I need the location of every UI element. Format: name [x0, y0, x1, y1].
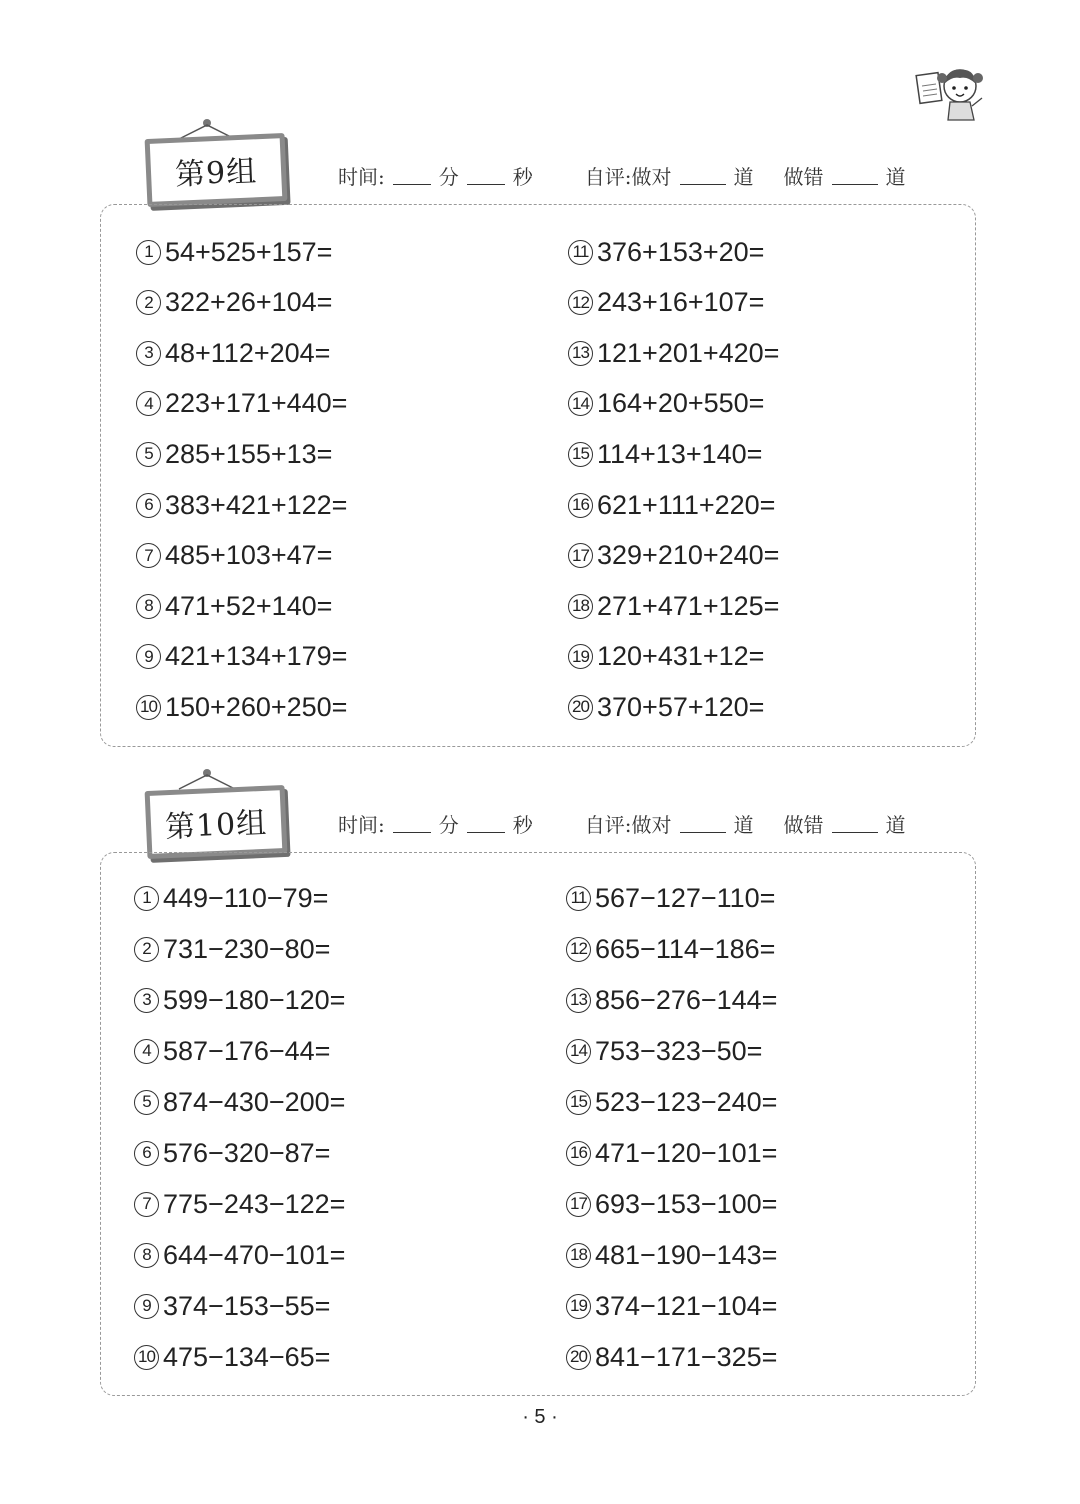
problem-expression: 54+525+157= [165, 236, 333, 267]
problem-number: 4 [134, 1039, 159, 1064]
wrong-count-blank[interactable] [832, 814, 878, 833]
self-eval-label: 自评:做对 [584, 812, 672, 837]
problem-number: 11 [568, 240, 593, 265]
problem-expression: 329+210+240= [597, 540, 780, 571]
problem-item [134, 1286, 330, 1326]
problem-expression: 383+421+122= [165, 489, 348, 520]
problem-expression: 285+155+13= [165, 438, 333, 469]
problem-number: 2 [136, 290, 161, 315]
minute-label: 分 [438, 164, 459, 189]
problem-number: 2 [134, 937, 159, 962]
problem-number: 19 [566, 1294, 591, 1319]
problem-number: 14 [566, 1039, 591, 1064]
problem-item [134, 1184, 345, 1224]
problem-item [134, 1031, 330, 1071]
problem-expression: 567−127−110= [595, 882, 776, 913]
problem-item [568, 333, 779, 373]
problem-expression: 576−320−87= [163, 1137, 331, 1168]
problem-expression: 48+112+204= [165, 337, 331, 368]
problem-item [568, 687, 764, 727]
problem-number: 12 [566, 937, 591, 962]
problem-expression: 775−243−122= [163, 1188, 346, 1219]
problem-number: 8 [134, 1243, 159, 1268]
timing-header [338, 808, 940, 838]
problem-expression: 599−180−120= [163, 984, 346, 1015]
problem-number: 14 [568, 391, 593, 416]
problem-number: 3 [136, 341, 161, 366]
problem-number: 15 [566, 1090, 591, 1115]
problem-number: 12 [568, 290, 593, 315]
problem-item [136, 434, 332, 474]
wrong-label: 做错 [783, 164, 824, 189]
minute-label: 分 [438, 812, 459, 837]
problem-item [136, 333, 330, 373]
problem-number: 16 [566, 1141, 591, 1166]
minutes-blank[interactable] [393, 814, 431, 833]
problem-expression: 523−123−240= [595, 1086, 778, 1117]
problem-item [566, 1082, 777, 1122]
seconds-blank[interactable] [467, 814, 505, 833]
problem-expression: 481−190−143= [595, 1239, 778, 1270]
problem-expression: 693−153−100= [595, 1188, 778, 1219]
problem-item [566, 929, 775, 969]
problem-item [136, 637, 347, 677]
problem-number: 5 [136, 442, 161, 467]
problem-item [566, 1031, 762, 1071]
problem-item [566, 1337, 777, 1377]
problem-number: 7 [136, 543, 161, 568]
problem-number: 18 [566, 1243, 591, 1268]
problem-number: 3 [134, 988, 159, 1013]
problem-item [568, 536, 779, 576]
unit-label: 道 [733, 812, 754, 837]
problem-expression: 471+52+140= [165, 590, 333, 621]
problem-expression: 271+471+125= [597, 590, 780, 621]
problem-item [134, 1133, 330, 1173]
unit-label: 道 [885, 812, 906, 837]
problem-number: 7 [134, 1192, 159, 1217]
problem-number: 13 [568, 341, 593, 366]
problem-item [568, 283, 764, 323]
problem-item [136, 586, 332, 626]
problem-expression: 421+134+179= [165, 641, 348, 672]
seconds-blank[interactable] [467, 166, 505, 185]
problem-expression: 644−470−101= [163, 1239, 346, 1270]
problem-item [568, 485, 775, 525]
problem-item [134, 1082, 345, 1122]
problem-item [134, 929, 330, 969]
problem-number: 9 [134, 1294, 159, 1319]
problem-number: 13 [566, 988, 591, 1013]
problem-expression: 243+16+107= [597, 287, 765, 318]
problem-expression: 621+111+220= [597, 489, 776, 520]
problem-expression: 150+260+250= [165, 691, 348, 722]
problem-number: 11 [566, 886, 591, 911]
problem-item [566, 1184, 777, 1224]
problem-item [134, 878, 328, 918]
problem-item [566, 980, 777, 1020]
problem-expression: 370+57+120= [597, 691, 765, 722]
problem-expression: 665−114−186= [595, 933, 776, 964]
problem-expression: 164+20+550= [597, 388, 765, 419]
problem-expression: 374−153−55= [163, 1290, 331, 1321]
problem-expression: 114+13+140= [597, 438, 763, 469]
problem-expression: 374−121−104= [595, 1290, 778, 1321]
problem-number: 19 [568, 644, 593, 669]
problem-item [134, 980, 345, 1020]
problem-expression: 471−120−101= [595, 1137, 778, 1168]
problem-expression: 449−110−79= [163, 882, 329, 913]
problem-item [136, 384, 347, 424]
second-label: 秒 [512, 812, 533, 837]
problem-expression: 485+103+47= [165, 540, 333, 571]
problem-item [136, 232, 332, 272]
problem-item [566, 1133, 777, 1173]
time-label: 时间: [338, 812, 385, 837]
problem-item [568, 586, 779, 626]
problem-item [134, 1235, 345, 1275]
problem-item [568, 637, 764, 677]
second-label: 秒 [512, 164, 533, 189]
problem-expression: 874−430−200= [163, 1086, 346, 1117]
problem-expression: 322+26+104= [165, 287, 333, 318]
problem-expression: 121+201+420= [597, 337, 780, 368]
group-title-plaque [145, 133, 288, 207]
minutes-blank[interactable] [393, 166, 431, 185]
problem-number: 9 [136, 644, 161, 669]
group-title-plaque [145, 785, 288, 859]
problem-number: 4 [136, 391, 161, 416]
problem-item [568, 232, 764, 272]
girl-mascot-icon [912, 62, 996, 126]
problem-item [136, 485, 347, 525]
problem-item [568, 434, 762, 474]
problem-number: 15 [568, 442, 593, 467]
correct-count-blank[interactable] [680, 166, 726, 185]
problem-number: 6 [134, 1141, 159, 1166]
problem-number: 6 [136, 493, 161, 518]
problem-item [566, 1286, 777, 1326]
page-number: · 5 · [522, 1406, 558, 1428]
problem-number: 10 [134, 1345, 159, 1370]
problem-number: 17 [568, 543, 593, 568]
problem-expression: 587−176−44= [163, 1035, 331, 1066]
problem-expression: 223+171+440= [165, 388, 348, 419]
self-eval-label: 自评:做对 [584, 164, 672, 189]
problem-item [134, 1337, 330, 1377]
problem-expression: 120+431+12= [597, 641, 765, 672]
problem-number: 20 [568, 695, 593, 720]
group-title: 第10组 [164, 805, 268, 846]
problem-expression: 841−171−325= [595, 1341, 778, 1372]
problem-number: 1 [136, 240, 161, 265]
problem-item [136, 536, 332, 576]
problem-number: 8 [136, 594, 161, 619]
wrong-label: 做错 [783, 812, 824, 837]
problem-expression: 475−134−65= [163, 1341, 331, 1372]
problem-item [566, 1235, 777, 1275]
problem-item [136, 687, 347, 727]
correct-count-blank[interactable] [680, 814, 726, 833]
group-title: 第9组 [174, 154, 258, 193]
problem-expression: 856−276−144= [595, 984, 778, 1015]
problem-expression: 753−323−50= [595, 1035, 763, 1066]
problem-number: 1 [134, 886, 159, 911]
timing-header [338, 160, 940, 190]
problem-number: 16 [568, 493, 593, 518]
problem-item [136, 283, 332, 323]
problem-number: 17 [566, 1192, 591, 1217]
problem-number: 18 [568, 594, 593, 619]
unit-label: 道 [885, 164, 906, 189]
unit-label: 道 [733, 164, 754, 189]
problem-number: 5 [134, 1090, 159, 1115]
problem-item [568, 384, 764, 424]
time-label: 时间: [338, 164, 385, 189]
problem-expression: 731−230−80= [163, 933, 331, 964]
problem-expression: 376+153+20= [597, 236, 765, 267]
problem-item [566, 878, 775, 918]
problem-number: 20 [566, 1345, 591, 1370]
problem-number: 10 [136, 695, 161, 720]
wrong-count-blank[interactable] [832, 166, 878, 185]
